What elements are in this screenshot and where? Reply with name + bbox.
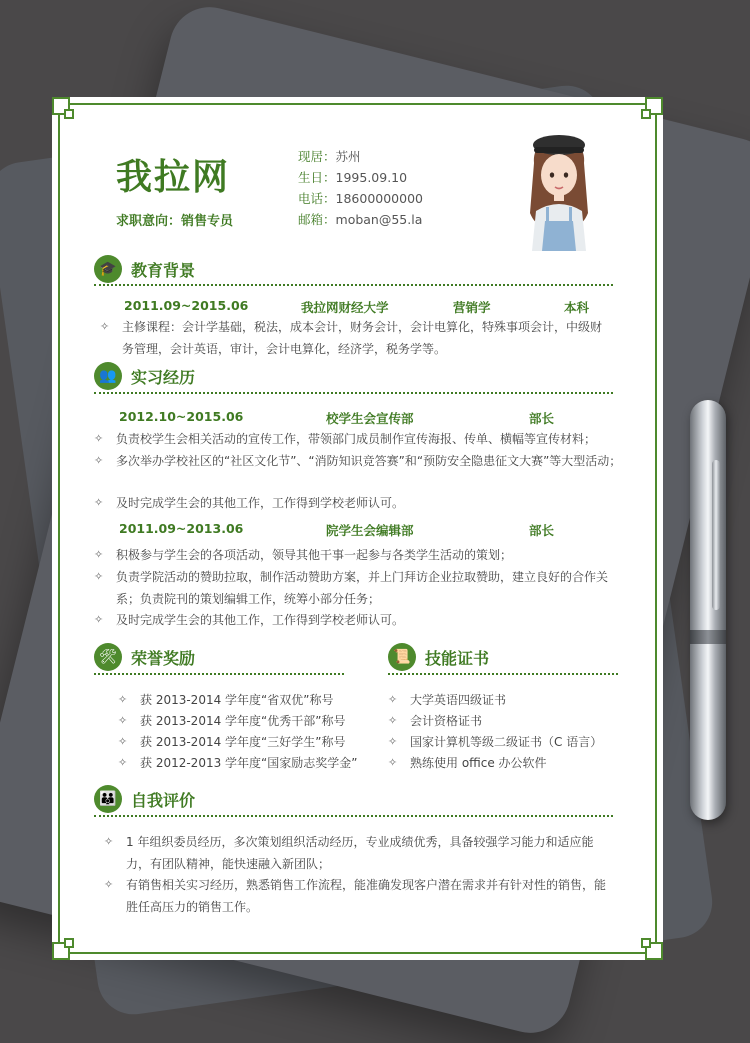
section-education-title: 🎓 教育背景 — [94, 254, 195, 284]
resume-page — [52, 97, 663, 960]
edu-school: 我拉网财经大学 — [301, 300, 389, 315]
list-item: ✧ 1 年组织委员经历，多次策划组织活动经历，专业成绩优秀，具备较强学习能力和适应能力，有团队精神，能快速融入新团队； — [104, 835, 594, 871]
section-honors-title: 🛠 荣誉奖励 — [94, 642, 195, 672]
list-item: ✧ 大学英语四级证书 — [388, 693, 507, 707]
certificate-icon: 📜 — [388, 643, 416, 671]
divider — [94, 392, 613, 394]
job-period: 2012.10~2015.06 — [119, 409, 244, 424]
list-item: ✧ 及时完成学生会的其他工作，工作得到学校老师认可。 — [94, 613, 405, 627]
list-item: ✧ 熟练使用 office 办公软件 — [388, 756, 547, 770]
pen-ring — [690, 630, 726, 644]
candidate-name: 我拉网 — [116, 157, 231, 198]
job-role: 部长 — [529, 411, 555, 426]
job-org: 院学生会编辑部 — [326, 523, 414, 538]
list-item: ✧ 主修课程：会计学基础，税法，成本会计，财务会计，会计电算化，特殊事项会计，中级财务管理，会计英语，审计，会计电算化，经济学，税务学等。 — [100, 320, 603, 356]
contact-info — [298, 146, 423, 230]
section-skills-title: 📜 技能证书 — [388, 642, 489, 672]
graduation-cap-icon: 🎓 — [94, 255, 122, 283]
corner-ornament-bottom-right — [633, 930, 663, 960]
contact-email: 邮箱：moban@55.la — [298, 212, 423, 227]
list-item: ✧ 获 2012-2013 学年度“国家励志奖学金” — [118, 756, 358, 770]
list-item: ✧ 获 2013-2014 学年度“省双优”称号 — [118, 693, 334, 707]
list-item: ✧ 有销售相关实习经历，熟悉销售工作流程，能准确发现客户潜在需求并有针对性的销售，能胜任高压力的销售工作。 — [104, 878, 607, 914]
avatar — [512, 133, 606, 251]
divider — [94, 673, 344, 675]
list-item: ✧ 负责学院活动的赞助拉取，制作活动赞助方案，并上门拜访企业拉取赞助，建立良好的合作关系；负责院刊的策划编辑工作，统筹小部分任务； — [94, 570, 609, 606]
list-item: ✧ 多次举办学校社区的“社区文化节”、“消防知识竞答赛”和“预防安全隐患征文大赛”等大型活动； — [94, 454, 622, 468]
divider — [94, 815, 613, 817]
contact-phone: 电话：18600000000 — [298, 191, 423, 206]
edu-period: 2011.09~2015.06 — [124, 298, 249, 313]
people-icon: 👥 — [94, 362, 122, 390]
corner-ornament-top-right — [633, 97, 663, 127]
list-item: ✧ 获 2013-2014 学年度“优秀干部”称号 — [118, 714, 346, 728]
job-role: 部长 — [529, 523, 555, 538]
edu-major: 营销学 — [453, 300, 491, 315]
section-internship-title: 👥 实习经历 — [94, 361, 195, 391]
divider — [388, 673, 618, 675]
section-self-title: 👪 自我评价 — [94, 784, 195, 814]
divider — [94, 284, 613, 286]
group-icon: 👪 — [94, 785, 122, 813]
list-item: ✧ 获 2013-2014 学年度“三好学生”称号 — [118, 735, 346, 749]
contact-residence: 现居：苏州 — [298, 149, 361, 164]
edu-degree: 本科 — [564, 300, 590, 315]
list-item: ✧ 会计资格证书 — [388, 714, 483, 728]
job-intent: 求职意向：销售专员 — [116, 214, 234, 229]
job-period: 2011.09~2013.06 — [119, 521, 244, 536]
list-item: ✧ 积极参与学生会的各项活动，领导其他干事一起参与各类学生活动的策划； — [94, 548, 513, 562]
list-item: ✧ 国家计算机等级二级证书（C 语言） — [388, 735, 603, 749]
list-item: ✧ 及时完成学生会的其他工作，工作得到学校老师认可。 — [94, 496, 405, 510]
contact-birthday: 生日：1995.09.10 — [298, 170, 408, 185]
job-org: 校学生会宣传部 — [326, 411, 414, 426]
corner-ornament-bottom-left — [52, 930, 82, 960]
pen-clip — [712, 460, 720, 610]
corner-ornament-top-left — [52, 97, 82, 127]
tools-icon: 🛠 — [94, 643, 122, 671]
pen-image — [690, 400, 726, 820]
list-item: ✧ 负责校学生会相关活动的宣传工作，带领部门成员制作宣传海报、传单、横幅等宣传材料； — [94, 432, 597, 446]
